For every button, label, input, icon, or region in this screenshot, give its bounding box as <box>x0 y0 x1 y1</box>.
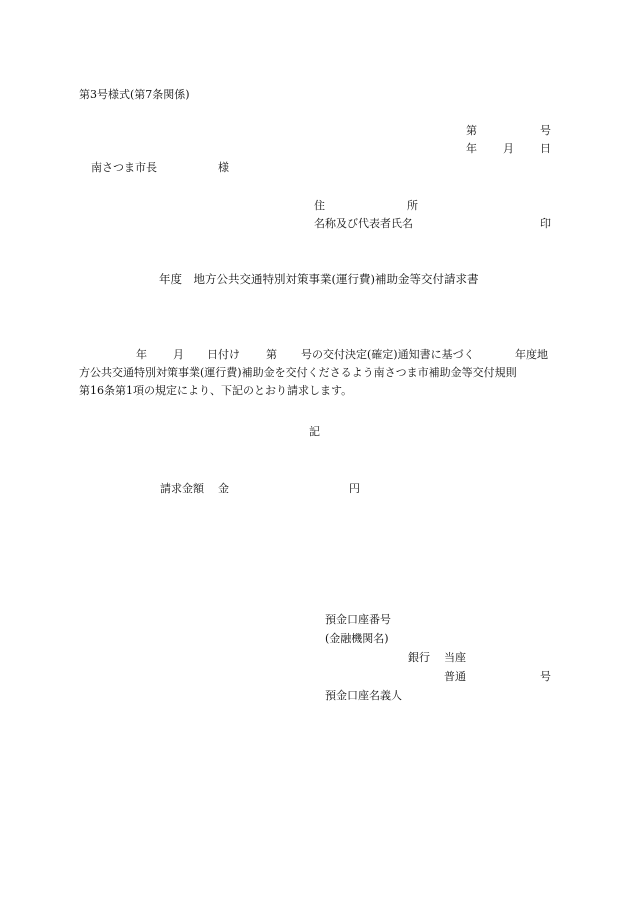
date-year: 年 <box>466 142 477 155</box>
addressee-honorific: 様 <box>218 161 229 174</box>
claim-amount-label: 請求金額 <box>160 482 204 495</box>
claim-yen: 円 <box>349 482 360 495</box>
address-label-2: 所 <box>407 199 418 212</box>
bank-institution-label: (金融機関名) <box>325 632 389 645</box>
body-date-label: 日付け <box>207 348 240 361</box>
body-number-prefix: 第 <box>266 348 277 361</box>
date-month: 月 <box>503 142 514 155</box>
bank-account-holder-label: 預金口座名義人 <box>325 689 402 702</box>
body-notice-text: 号の交付決定(確定)通知書に基づく <box>301 348 475 361</box>
body-fiscal-year: 年度地 <box>515 348 548 361</box>
claim-kin: 金 <box>218 482 229 495</box>
bank-toza: 当座 <box>444 651 466 664</box>
address-label-1: 住 <box>314 199 325 212</box>
body-month: 月 <box>173 348 184 361</box>
bank-account-number-label: 預金口座番号 <box>325 613 391 626</box>
bank-ginko: 銀行 <box>408 651 430 664</box>
ki-heading: 記 <box>309 425 320 438</box>
seal-mark: 印 <box>540 217 551 230</box>
representative-name-label: 名称及び代表者氏名 <box>314 217 413 230</box>
date-day: 日 <box>540 142 551 155</box>
body-line-3: 第16条第1項の規定により、下記のとおり請求します。 <box>79 384 353 397</box>
bank-account-go: 号 <box>540 670 551 683</box>
bank-futsu: 普通 <box>444 670 466 683</box>
document-title: 年度 地方公共交通特別対策事業(運行費)補助金等交付請求書 <box>159 272 479 286</box>
form-id: 第3号様式(第7条関係) <box>79 88 190 101</box>
doc-number-prefix: 第 <box>466 124 477 137</box>
doc-number-suffix: 号 <box>540 124 551 137</box>
body-line-2: 方公共交通特別対策事業(運行費)補助金を交付くださるよう南さつま市補助金等交付規則 <box>79 366 517 379</box>
body-year: 年 <box>136 348 147 361</box>
addressee-name: 南さつま市長 <box>91 161 157 174</box>
